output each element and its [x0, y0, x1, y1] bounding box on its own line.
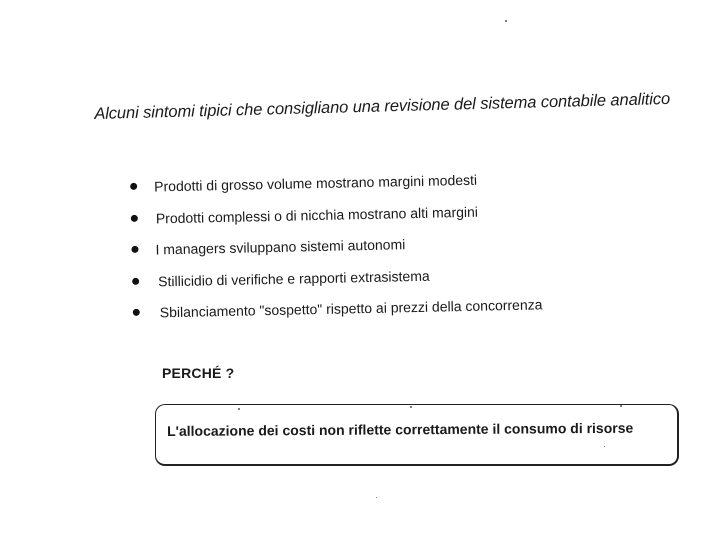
bullet-dot-icon — [131, 246, 138, 253]
scan-speck — [410, 406, 412, 408]
question-heading: PERCHÉ ? — [162, 365, 235, 381]
scan-speck — [238, 408, 240, 410]
scan-speck — [620, 405, 622, 407]
slide-title: Alcuni sintomi tipici che consigliano una revisione del sistema contabile analitico — [94, 89, 671, 123]
bullet-dot-icon — [132, 277, 139, 284]
list-item-text: Prodotti complessi o di nicchia mostrano alti margini — [155, 203, 479, 226]
bullet-dot-icon — [133, 309, 140, 316]
list-item-text: Sbilanciamento "sospetto" rispetto ai prezzi della concorrenza — [159, 296, 543, 321]
list-item-text: I managers sviluppano sistemi autonomi — [155, 236, 406, 258]
list-item-text: Prodotti di grosso volume mostrano margini modesti — [154, 171, 478, 195]
symptom-list — [128, 166, 691, 335]
answer-box — [155, 404, 679, 466]
bullet-dot-icon — [131, 214, 138, 221]
scan-speck — [376, 497, 377, 498]
scan-speck — [505, 20, 507, 22]
list-item-text: Stillicidio di verifiche e rapporti extrasistema — [157, 267, 430, 289]
bullet-dot-icon — [130, 183, 137, 190]
answer-text: L'allocazione dei costi non riflette correttamente il consumo di risorse — [167, 419, 634, 439]
scan-speck — [604, 446, 605, 447]
